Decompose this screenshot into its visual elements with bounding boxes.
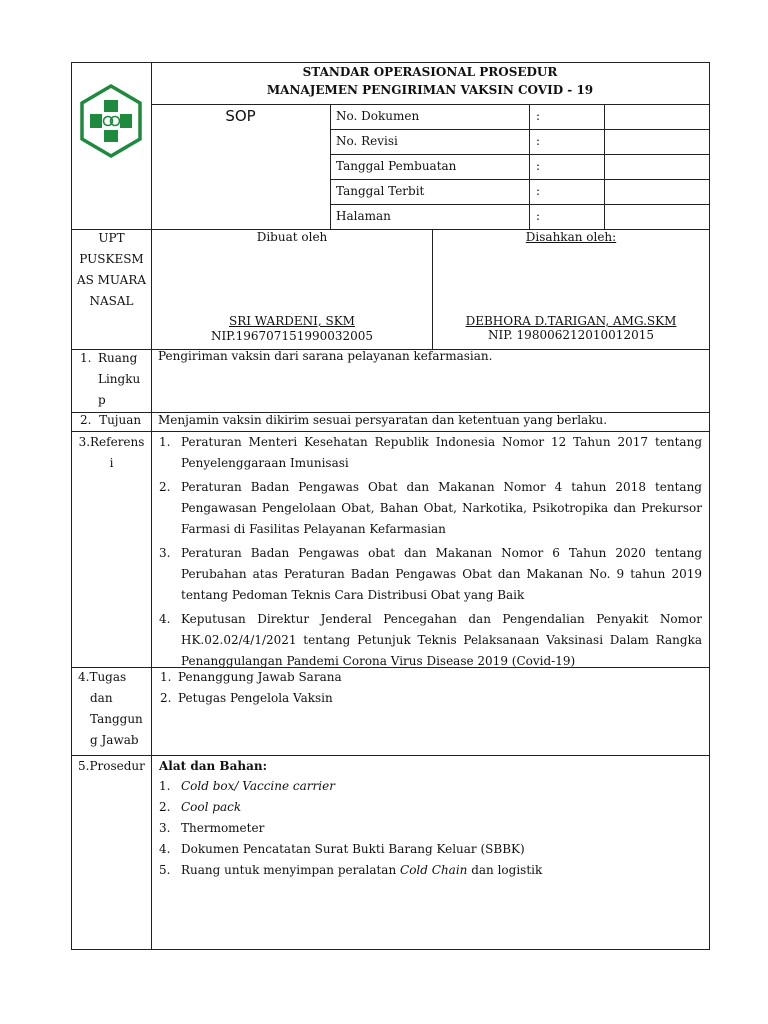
section-label-scope bbox=[80, 348, 150, 411]
equipment-text: Thermometer bbox=[181, 821, 265, 835]
approved-by-label: Disahkan oleh: bbox=[525, 230, 617, 244]
item-number: 4. bbox=[159, 842, 171, 856]
item-number: 2. bbox=[160, 691, 172, 705]
section-label-procedure: 5.Prosedur bbox=[78, 759, 145, 773]
field-label-published-date: Tanggal Terbit bbox=[336, 184, 425, 198]
reference-text: Peraturan Badan Pengawas obat dan Makanan Nomor 6 Tahun 2020 tentang Perubahan atas Peraturan Badan Pengawas Obat dan Makanan No. 9 tahun 2019 tentang Pedoman Teknis Cara Distribusi Obat yang Baik bbox=[181, 546, 702, 602]
label-line: Tanggun bbox=[90, 712, 143, 726]
equipment-text: Dokumen Pencatatan Surat Bukti Barang Keluar (SBBK) bbox=[181, 842, 525, 856]
sop-label: SOP bbox=[225, 107, 256, 125]
item-number: 1. bbox=[160, 670, 172, 684]
section-label-purpose: 2. Tujuan bbox=[80, 413, 142, 427]
label-line: dan bbox=[90, 691, 113, 705]
duties-list bbox=[160, 667, 700, 709]
item-number: 2. bbox=[159, 480, 171, 494]
field-row-line bbox=[330, 179, 709, 180]
equipment-text-start: Ruang untuk menyimpan peralatan bbox=[181, 863, 401, 877]
field-separator: : bbox=[536, 209, 541, 223]
label-line: Lingku bbox=[98, 372, 141, 386]
row-line bbox=[71, 755, 710, 756]
field-label-document-no: No. Dokumen bbox=[336, 109, 420, 123]
org-line: AS MUARA bbox=[76, 273, 147, 287]
field-separator: : bbox=[536, 184, 541, 198]
scope-text: Pengiriman vaksin dari sarana pelayanan kefarmasian. bbox=[158, 349, 493, 363]
section-label-duties bbox=[72, 667, 151, 751]
made-by-label: Dibuat oleh bbox=[256, 230, 328, 244]
equipment-list bbox=[159, 776, 699, 881]
approver-nip: NIP. 198006212010012015 bbox=[488, 328, 654, 342]
item-number: 2. bbox=[159, 800, 171, 814]
label-line: g Jawab bbox=[90, 733, 139, 747]
sop-divider bbox=[330, 104, 331, 229]
border-right bbox=[709, 62, 710, 950]
item-number: 1. bbox=[159, 779, 171, 793]
reference-text: Peraturan Badan Pengawas Obat dan Makanan Nomor 4 tahun 2018 tentang Pengawasan Pengelolaan Obat, Bahan Obat, Narkotika, Psikotropika dan Prekursor Farmasi di Fasilitas Pelayanan Kefarmasian bbox=[181, 480, 702, 536]
field-row-line bbox=[330, 129, 709, 130]
duty-text: Petugas Pengelola Vaksin bbox=[178, 691, 333, 705]
item-number: 4. bbox=[159, 612, 171, 626]
duty-item bbox=[160, 688, 700, 709]
duty-text: Penanggung Jawab Sarana bbox=[178, 670, 342, 684]
purpose-text: Menjamin vaksin dikirim sesuai persyaratan dan ketentuan yang berlaku. bbox=[158, 413, 608, 427]
equipment-item bbox=[159, 818, 699, 839]
title-divider bbox=[151, 104, 709, 105]
puskesmas-logo bbox=[71, 83, 151, 159]
item-number: 3. bbox=[159, 546, 171, 560]
field-row-line bbox=[330, 154, 709, 155]
label-line: 3.Referens bbox=[78, 435, 145, 449]
item-number: 5. bbox=[159, 863, 171, 877]
label-line: 4.Tugas bbox=[78, 670, 127, 684]
reference-text: Keputusan Direktur Jenderal Pencegahan dan Pengendalian Penyakit Nomor HK.02.02/4/1/2021 tentang Petunjuk Teknis Pelaksanaan Vaksinasi Dalam Rangka Penanggulangan Pandemi Corona Virus Disease 2019 (Covid-19) bbox=[181, 612, 702, 668]
label-line: i bbox=[109, 456, 114, 470]
label-line: Ruang bbox=[98, 351, 138, 365]
equipment-text-italic: Cold Chain bbox=[400, 863, 468, 877]
maker-name: SRI WARDENI, SKM bbox=[229, 314, 355, 328]
equipment-text-end: dan logistik bbox=[467, 863, 543, 877]
border-left bbox=[71, 62, 72, 950]
field-separator: : bbox=[536, 159, 541, 173]
document-title bbox=[151, 63, 709, 99]
reference-item bbox=[159, 609, 702, 672]
equipment-item bbox=[159, 839, 699, 860]
section-number: 1. bbox=[80, 351, 92, 365]
equipment-text: Cool pack bbox=[181, 800, 242, 814]
org-line: PUSKESM bbox=[79, 252, 144, 266]
field-label-divider bbox=[529, 104, 530, 229]
maker-nip: NIP.196707151990032005 bbox=[210, 329, 374, 343]
reference-text: Peraturan Menteri Kesehatan Republik Indonesia Nomor 12 Tahun 2017 tentang Penyelenggaraan Imunisasi bbox=[181, 435, 702, 470]
equipment-item bbox=[159, 860, 699, 881]
field-value-divider bbox=[604, 104, 605, 229]
reference-list bbox=[159, 432, 702, 675]
reference-item bbox=[159, 432, 702, 474]
approver-name: DEBHORA D.TARIGAN, AMG.SKM bbox=[465, 314, 677, 328]
equipment-item bbox=[159, 776, 699, 797]
procedure-heading: Alat dan Bahan: bbox=[159, 759, 268, 773]
field-label-created-date: Tanggal Pembuatan bbox=[336, 159, 457, 173]
field-separator: : bbox=[536, 109, 541, 123]
organization-name bbox=[72, 228, 151, 312]
field-label-page: Halaman bbox=[336, 209, 391, 223]
org-line: NASAL bbox=[89, 294, 134, 308]
item-number: 1. bbox=[159, 435, 171, 449]
label-line: p bbox=[98, 393, 106, 407]
reference-item bbox=[159, 477, 702, 540]
field-separator: : bbox=[536, 134, 541, 148]
duty-item bbox=[160, 667, 700, 688]
equipment-text: Cold box/ Vaccine carrier bbox=[181, 779, 335, 793]
border-bottom bbox=[71, 949, 710, 950]
equipment-item bbox=[159, 797, 699, 818]
org-line: UPT bbox=[98, 231, 125, 245]
reference-item bbox=[159, 543, 702, 606]
title-line-1: STANDAR OPERASIONAL PROSEDUR bbox=[302, 65, 558, 79]
item-number: 3. bbox=[159, 821, 171, 835]
label-column-divider bbox=[151, 62, 152, 950]
title-line-2: MANAJEMEN PENGIRIMAN VAKSIN COVID - 19 bbox=[266, 83, 594, 97]
field-row-line bbox=[330, 204, 709, 205]
section-label-references bbox=[72, 432, 151, 474]
field-label-revision-no: No. Revisi bbox=[336, 134, 398, 148]
